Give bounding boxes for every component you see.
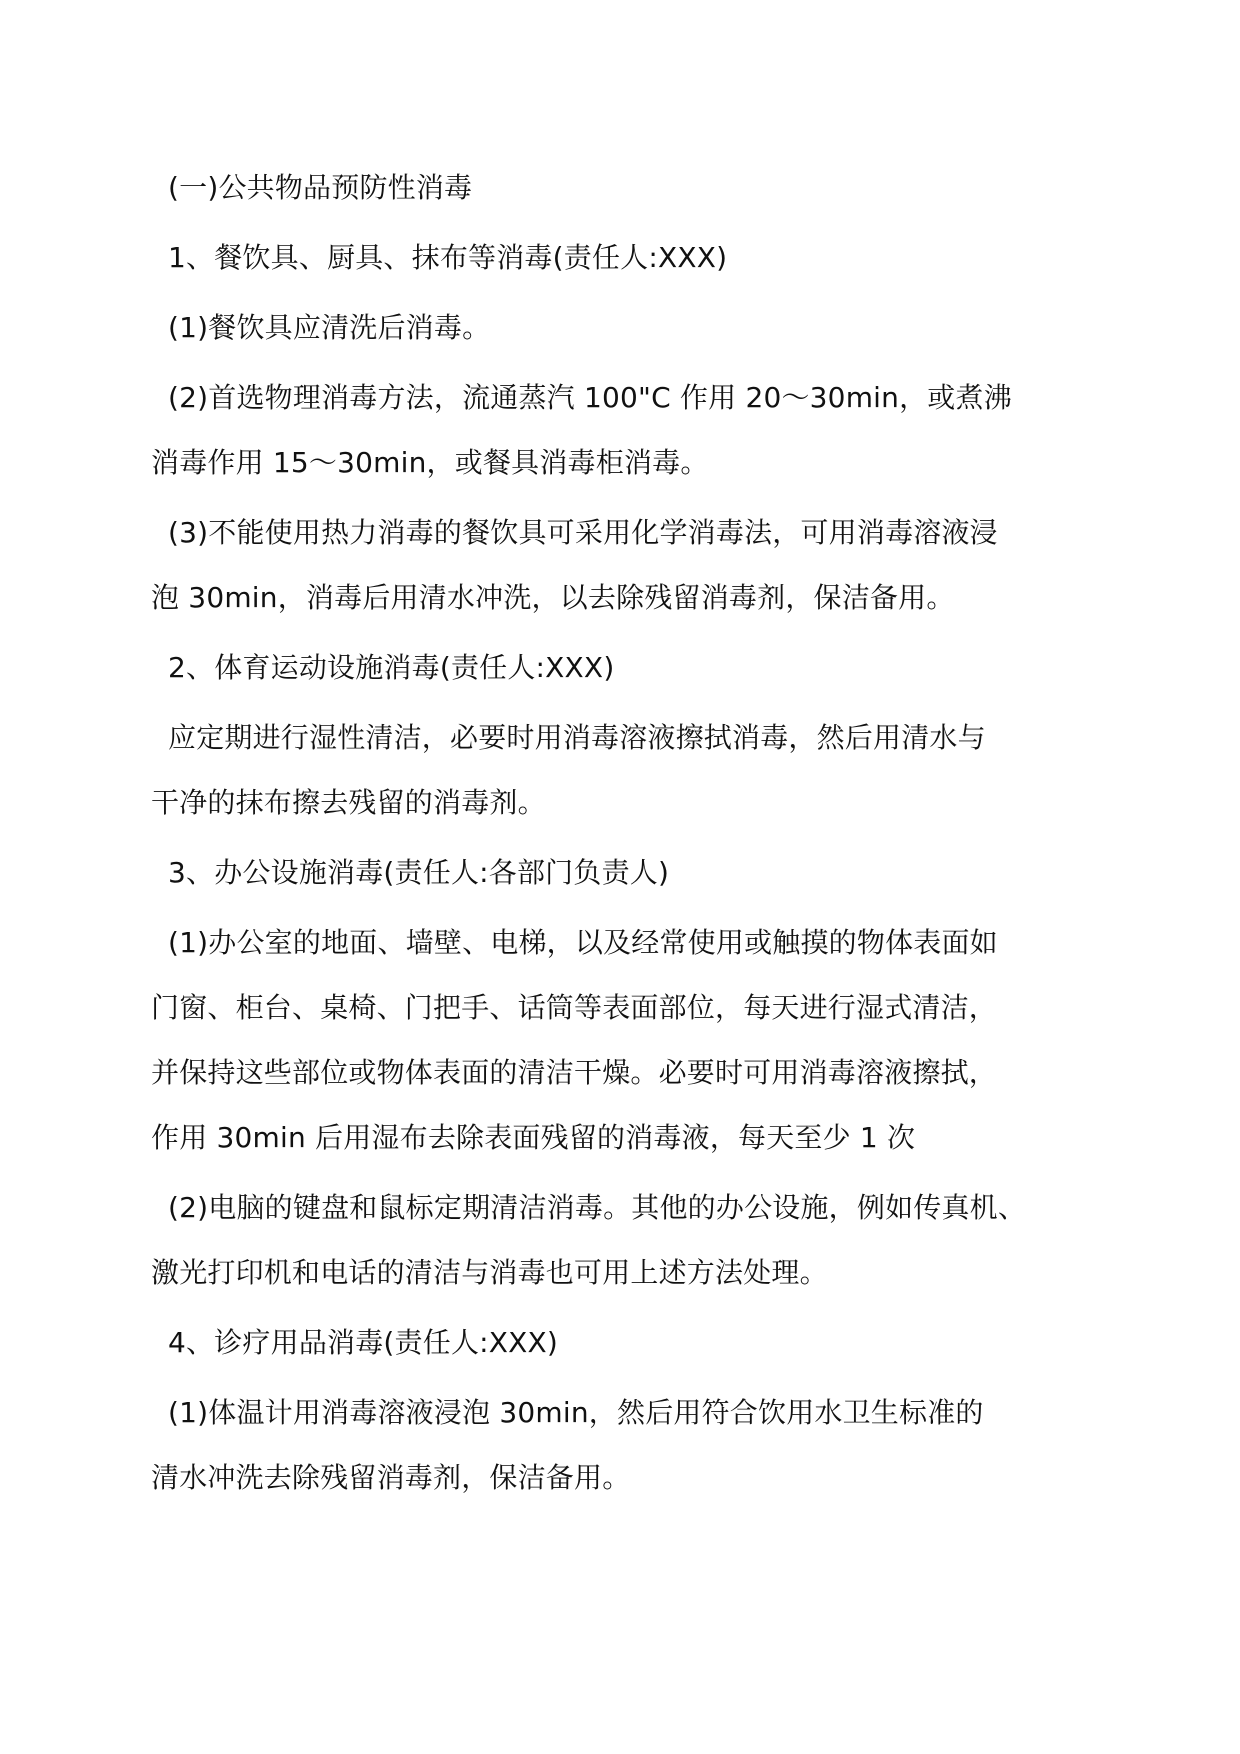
paragraph-line: 并保持这些部位或物体表面的清洁干燥。必要时可用消毒溶液擦拭， [151, 1056, 998, 1089]
paragraph-line: 干净的抹布擦去残留的消毒剂。 [151, 786, 546, 819]
paragraph-line: (1)办公室的地面、墙壁、电梯，以及经常使用或触摸的物体表面如 [168, 926, 998, 959]
paragraph-line: (1)体温计用消毒溶液浸泡 30min，然后用符合饮用水卫生标准的 [168, 1396, 984, 1429]
paragraph-line: (2)电脑的键盘和鼠标定期清洁消毒。其他的办公设施，例如传真机、 [168, 1191, 1027, 1224]
subsection-heading: 2、体育运动设施消毒(责任人:XXX) [168, 651, 615, 684]
section-heading: (一)公共物品预防性消毒 [168, 171, 473, 204]
paragraph-line: 清水冲洗去除残留消毒剂，保洁备用。 [151, 1461, 631, 1494]
subsection-heading: 3、办公设施消毒(责任人:各部门负责人) [168, 856, 670, 889]
paragraph-line: 门窗、柜台、桌椅、门把手、话筒等表面部位，每天进行湿式清洁， [151, 991, 998, 1024]
paragraph-line: 消毒作用 15～30min，或餐具消毒柜消毒。 [151, 446, 709, 479]
paragraph-line: (2)首选物理消毒方法，流通蒸汽 100"C 作用 20～30min，或煮沸 [168, 381, 1012, 414]
subsection-heading: 1、餐饮具、厨具、抹布等消毒(责任人:XXX) [168, 241, 728, 274]
paragraph-line: 作用 30min 后用湿布去除表面残留的消毒液，每天至少 1 次 [151, 1121, 916, 1154]
document-body [151, 170, 1068, 1496]
paragraph-line: 激光打印机和电话的清洁与消毒也可用上述方法处理。 [151, 1256, 828, 1289]
paragraph-line: (3)不能使用热力消毒的餐饮具可采用化学消毒法，可用消毒溶液浸 [168, 516, 998, 549]
subsection-heading: 4、诊疗用品消毒(责任人:XXX) [168, 1326, 559, 1359]
paragraph-line: 应定期进行湿性清洁，必要时用消毒溶液擦拭消毒，然后用清水与 [168, 721, 986, 754]
paragraph-line: (1)餐饮具应清洗后消毒。 [168, 311, 491, 344]
paragraph-line: 泡 30min，消毒后用清水冲洗，以去除残留消毒剂，保洁备用。 [151, 581, 955, 614]
